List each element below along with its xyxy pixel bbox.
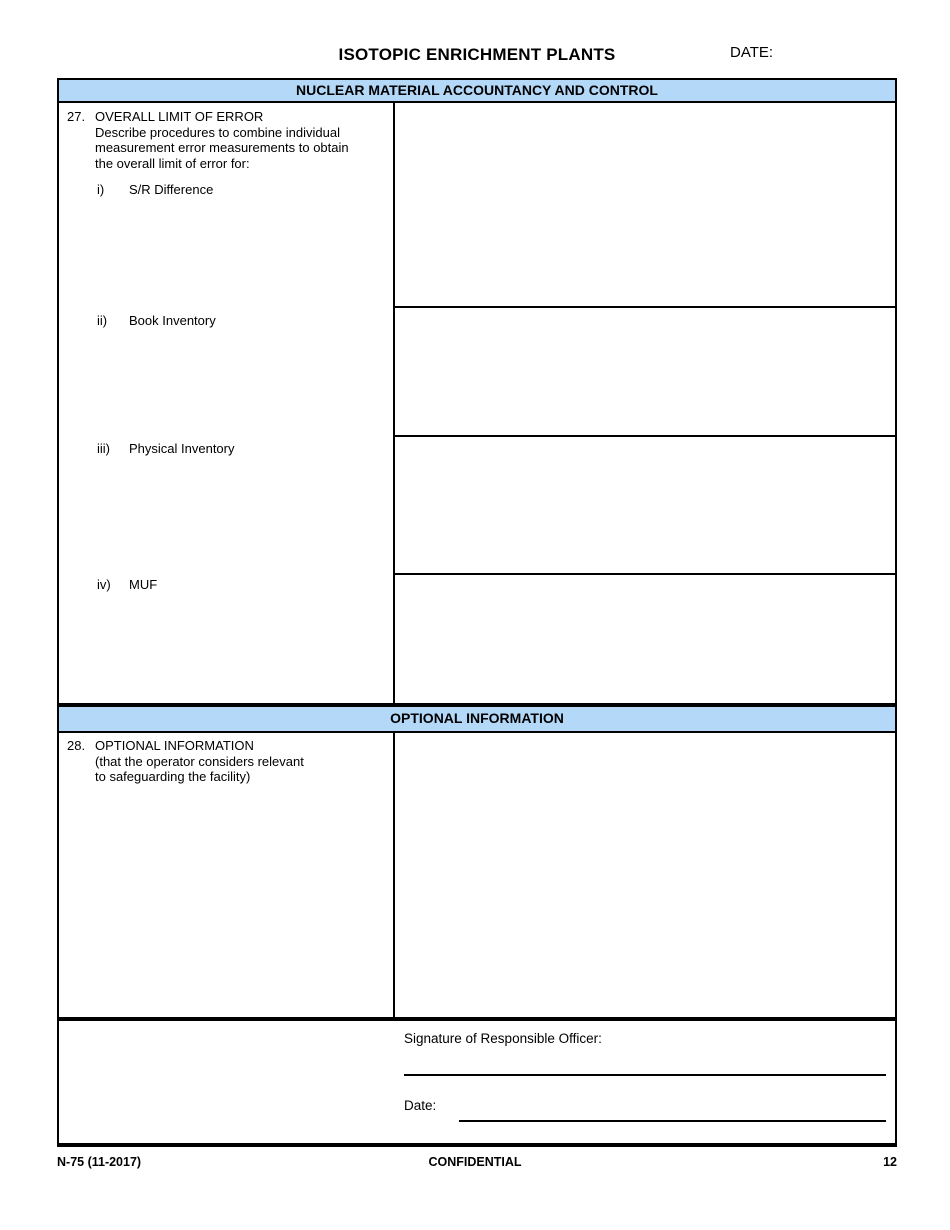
sub-item-iv-marker: iv) xyxy=(97,577,111,592)
sub-item-iv-label: MUF xyxy=(129,577,158,592)
section-27 xyxy=(57,103,897,703)
footer-page-number: 12 xyxy=(883,1155,897,1169)
section-bar-optional xyxy=(57,703,897,733)
item-28-title: OPTIONAL INFORMATION xyxy=(95,738,254,753)
answer-box-book-inventory[interactable] xyxy=(395,308,895,435)
item-27-number: 27. xyxy=(67,109,86,124)
section-bar-optional-title: OPTIONAL INFORMATION xyxy=(390,710,564,726)
answer-box-muf[interactable] xyxy=(395,575,895,703)
item-27-text xyxy=(95,109,389,171)
answer-box-sr-difference[interactable] xyxy=(395,103,895,306)
answer-box-physical-inventory[interactable] xyxy=(395,437,895,573)
signature-date-line[interactable] xyxy=(459,1120,886,1122)
header-date-label: DATE: xyxy=(730,44,774,61)
sub-item-iii-label: Physical Inventory xyxy=(129,441,235,456)
item-28-desc-line: to safeguarding the facility) xyxy=(95,769,251,784)
item-27-desc-line: measurement error measurements to obtain xyxy=(95,140,349,155)
item-27-desc-line: the overall limit of error for: xyxy=(95,155,250,171)
signature-officer-label: Signature of Responsible Officer: xyxy=(404,1031,602,1046)
item-28-number: 28. xyxy=(67,738,86,753)
signature-line[interactable] xyxy=(404,1074,886,1076)
item-28-desc-line: (that the operator considers relevant xyxy=(95,753,304,769)
signature-block xyxy=(57,1017,897,1147)
sub-item-i-marker: i) xyxy=(97,182,105,197)
item-27-desc-line: Describe procedures to combine individual xyxy=(95,124,340,140)
section-28 xyxy=(57,733,897,1017)
section-bar-nmac-title: NUCLEAR MATERIAL ACCOUNTANCY AND CONTROL xyxy=(296,82,658,98)
sub-item-ii-label: Book Inventory xyxy=(129,313,216,328)
sub-item-iii-marker: iii) xyxy=(97,441,110,456)
sub-item-ii-marker: ii) xyxy=(97,313,108,328)
section-bar-nmac xyxy=(57,78,897,103)
item-28-text xyxy=(95,738,389,785)
signature-date-label: Date: xyxy=(404,1098,437,1113)
footer-classification: CONFIDENTIAL xyxy=(428,1155,522,1169)
page-title: ISOTOPIC ENRICHMENT PLANTS xyxy=(338,45,616,64)
sub-item-i-label: S/R Difference xyxy=(129,182,214,197)
item-27-title: OVERALL LIMIT OF ERROR xyxy=(95,109,264,124)
footer-form-number: N-75 (11-2017) xyxy=(57,1155,142,1169)
answer-box-optional-information[interactable] xyxy=(395,733,895,1017)
